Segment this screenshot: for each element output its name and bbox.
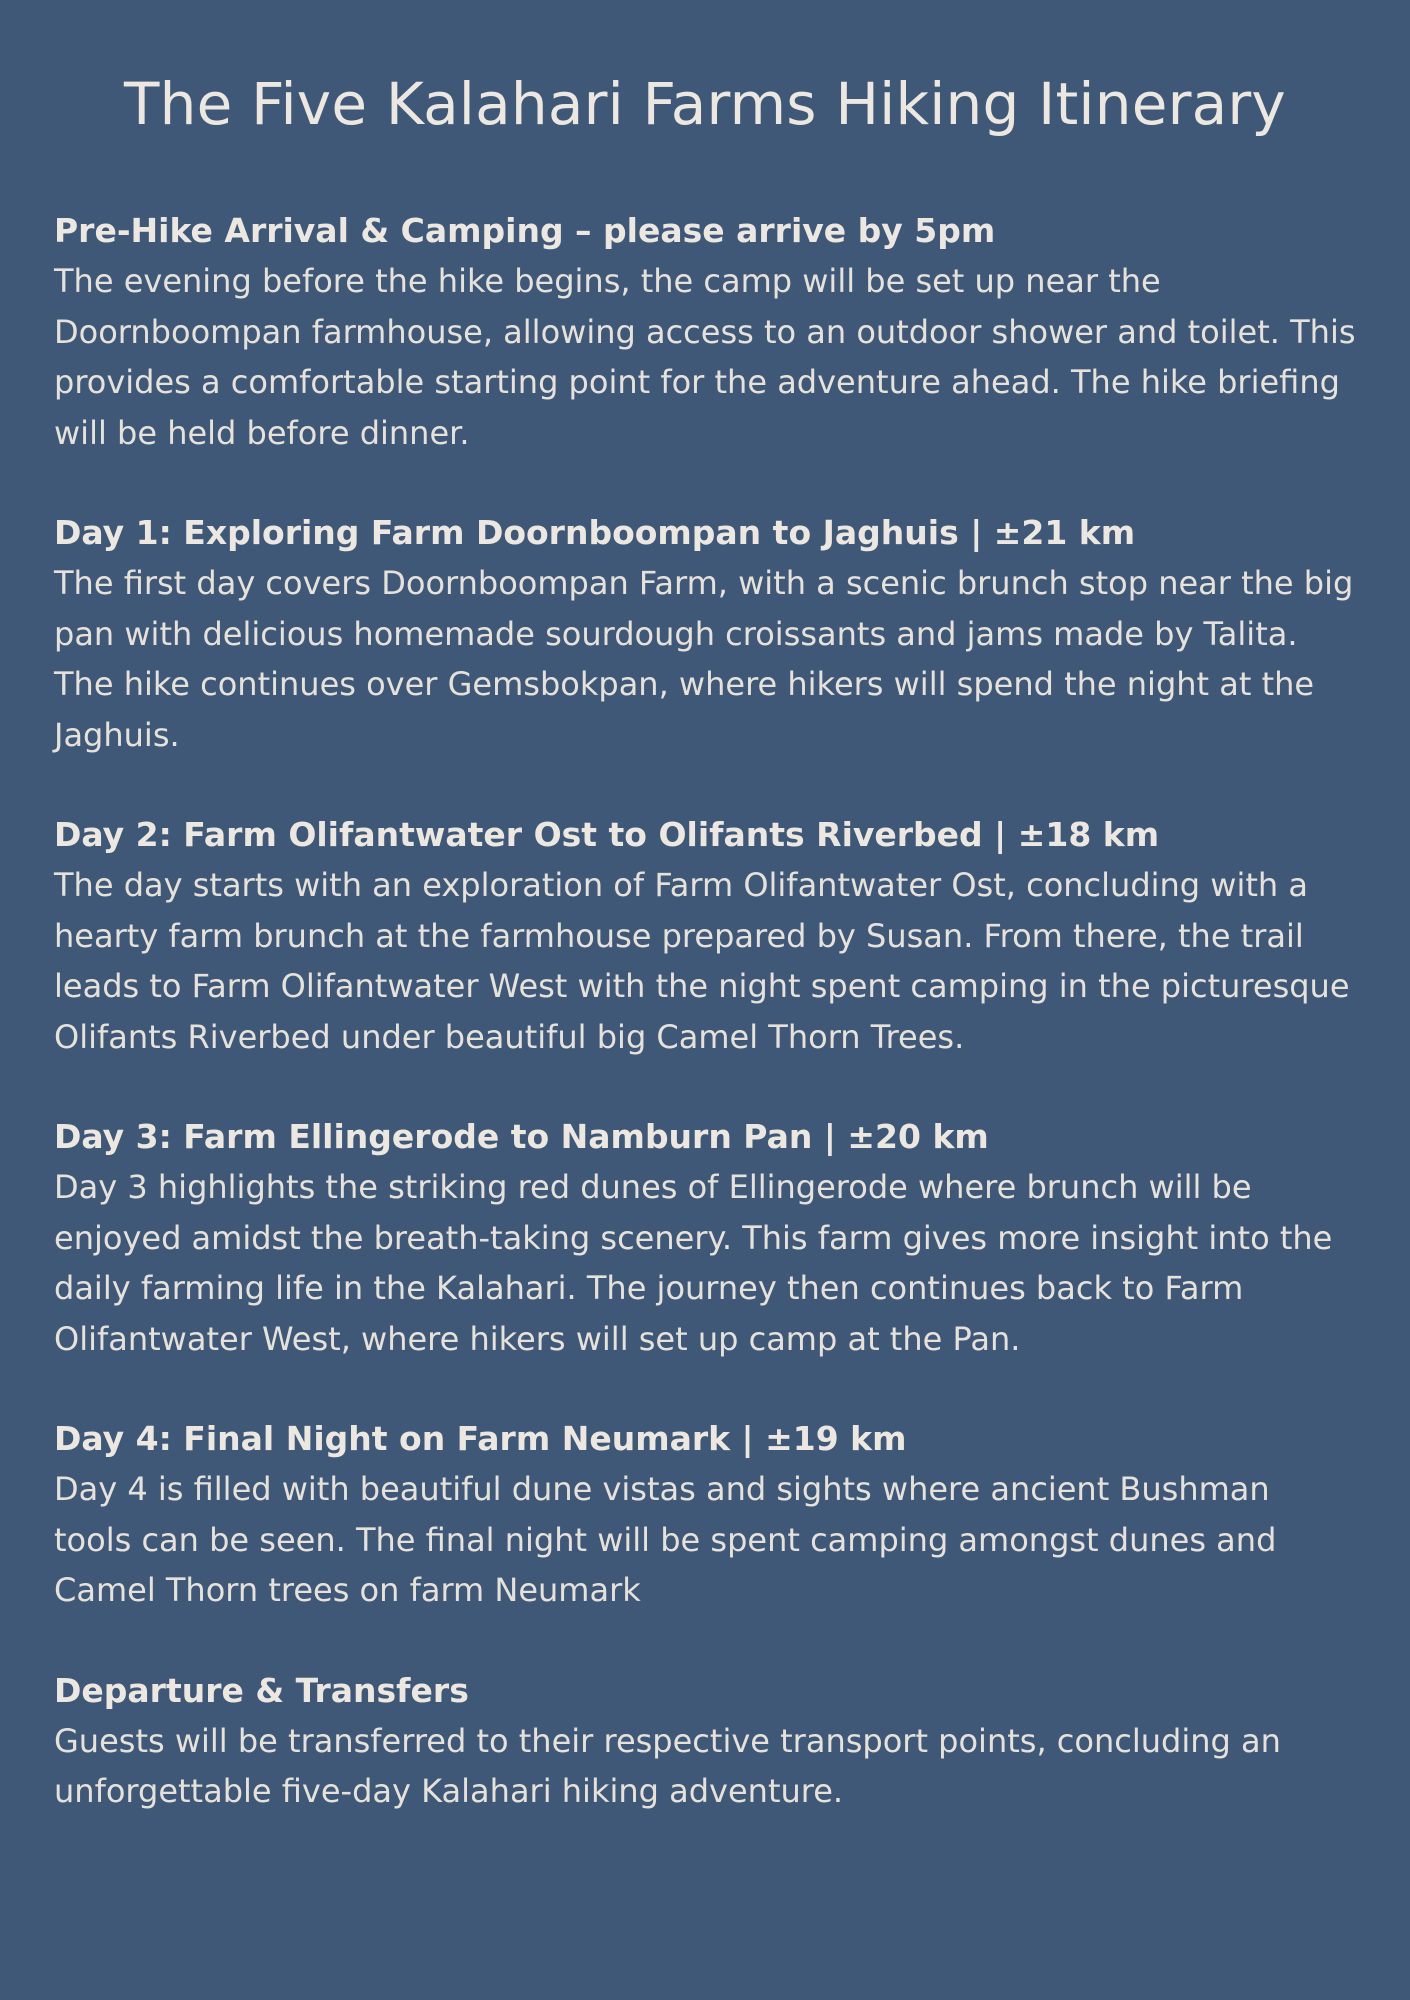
section-heading: Departure & Transfers <box>54 1670 469 1710</box>
section-pre-hike <box>54 206 1356 458</box>
section-heading: Day 2: Farm Olifantwater Ost to Olifants Riverbed | ±18 km <box>54 815 1160 854</box>
page-title: The Five Kalahari Farms Hiking Itinerary <box>124 70 1286 138</box>
section-departure <box>54 1666 1356 1817</box>
section-day-4 <box>54 1414 1356 1616</box>
section-body: The day starts with an exploration of Farm Olifantwater Ost, concluding with a hearty farm brunch at the farmhouse prepared by Susan. From there, the trail leads to Farm Olifantwater West with the night spent camping in the picturesque Olifants Riverbed under beautiful big Camel Thorn Trees. <box>54 866 1350 1056</box>
section-body: The evening before the hike begins, the camp will be set up near the Doornboompan farmhouse, allowing access to an outdoor shower and toilet. This provides a comfortable starting point for the adventure ahead. The hike briefing will be held before dinner. <box>54 262 1356 452</box>
section-day-2 <box>54 810 1356 1062</box>
section-body: The first day covers Doornboompan Farm, with a scenic brunch stop near the big pan with delicious homemade sourdough croissants and jams made by Talita. The hike continues over Gemsbokpan, where hikers will spend the night at the Jaghuis. <box>54 564 1354 754</box>
section-heading: Day 4: Final Night on Farm Neumark | ±19 km <box>54 1419 907 1458</box>
section-day-3 <box>54 1112 1356 1364</box>
section-heading: Pre-Hike Arrival & Camping – please arrive by 5pm <box>54 211 996 250</box>
section-body: Guests will be transferred to their respective transport points, concluding an unforgettable five-day Kalahari hiking adventure. <box>54 1721 1281 1810</box>
section-day-1 <box>54 508 1356 760</box>
section-heading: Day 1: Exploring Farm Doornboompan to Jaghuis | ±21 km <box>54 513 1136 552</box>
section-body: Day 3 highlights the striking red dunes of Ellingerode where brunch will be enjoyed amidst the breath-taking scenery. This farm gives more insight into the daily farming life in the Kalahari. The journey then continues back to Farm Olifantwater West, where hikers will set up camp at the Pan. <box>54 1168 1333 1358</box>
itinerary-sections <box>54 206 1356 1817</box>
section-heading: Day 3: Farm Ellingerode to Namburn Pan | ±20 km <box>54 1117 989 1156</box>
section-body: Day 4 is filled with beautiful dune vistas and sights where ancient Bushman tools can be seen. The final night will be spent camping amongst dunes and Camel Thorn trees on farm Neumark <box>54 1470 1277 1609</box>
